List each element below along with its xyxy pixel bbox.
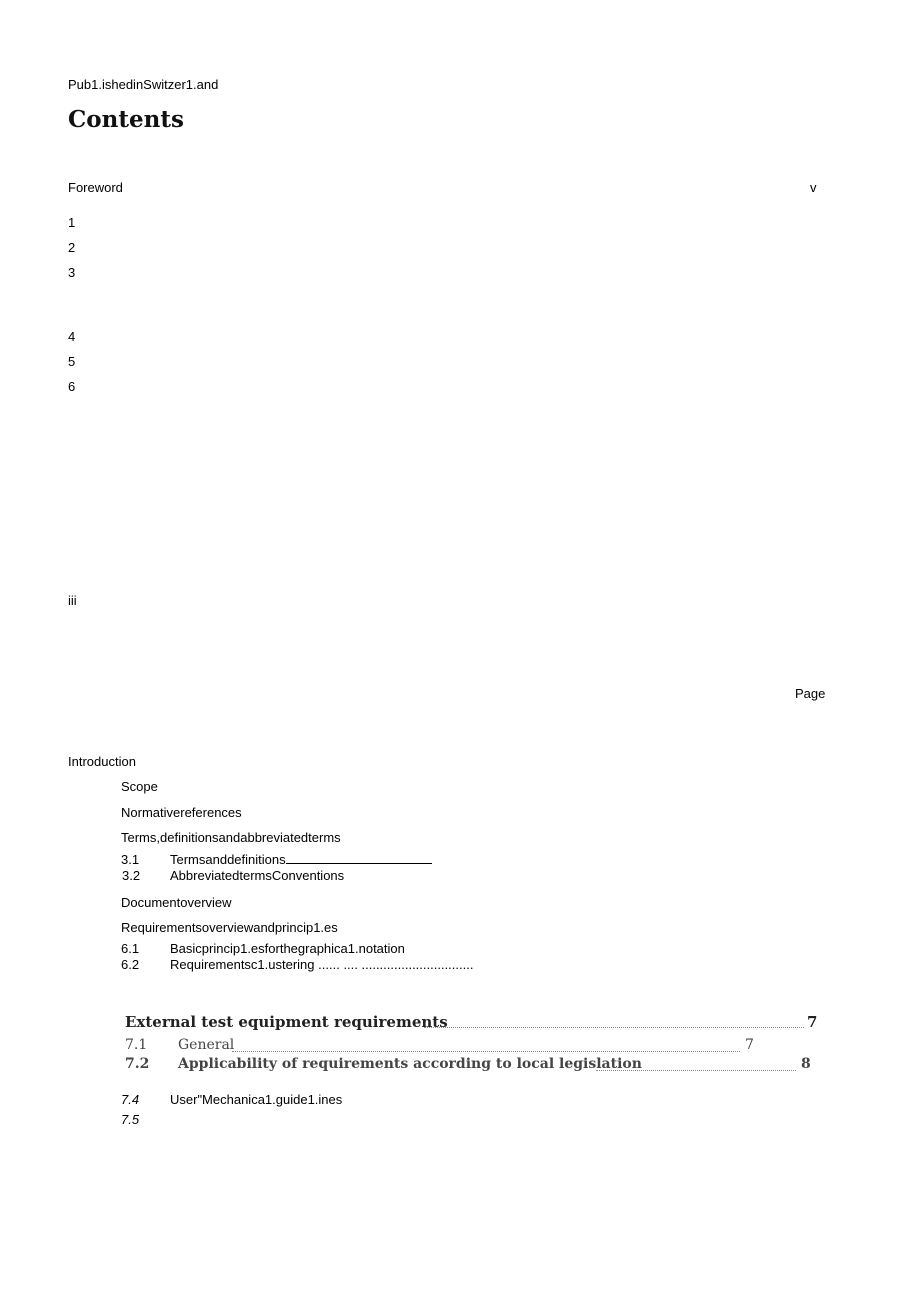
section-7-heading: External test equipment requirements (125, 1013, 448, 1031)
toc-3-2-number: 3.2 (122, 868, 141, 883)
toc-7-2-number: 7.2 (125, 1056, 150, 1072)
published-line: Pub1.ishedinSwitzer1.and (68, 77, 219, 92)
toc-3-1-label: Termsanddefinitions (170, 852, 286, 867)
toc-6-2-entry (170, 957, 473, 972)
section-number-5: 5 (68, 354, 76, 369)
section-number-3: 3 (68, 265, 76, 280)
section-number-4: 4 (68, 329, 76, 344)
section-number-1: 1 (68, 215, 76, 230)
toc-3-1-number: 3.1 (121, 852, 140, 867)
toc-6-1-label: Basicprincip1.esforthegraphica1.notation (170, 941, 405, 956)
toc-7-2-label: Applicability of requirements according to local legislation (178, 1056, 642, 1072)
section-number-2: 2 (68, 240, 76, 255)
toc-3-2-label: AbbreviatedtermsConventions (170, 868, 345, 883)
toc-terms: Terms,definitionsandabbreviatedterms (121, 830, 341, 845)
foreword-page: v (810, 180, 817, 195)
toc-6-2-label: Requirementsc1.ustering (170, 957, 315, 972)
section-number-6: 6 (68, 379, 76, 394)
toc-document-overview: Documentoverview (121, 895, 232, 910)
toc-7-5-number: 7.5 (121, 1112, 140, 1127)
toc-6-2-leader: ...... .... ............................... (318, 957, 474, 972)
toc-6-1-number: 6.1 (121, 941, 140, 956)
toc-scope: Scope (121, 779, 158, 794)
toc-7-1-number: 7.1 (125, 1037, 148, 1053)
foreword-label: Foreword (68, 180, 123, 195)
section-7-heading-leader (424, 1027, 804, 1028)
page-title: Contents (68, 106, 184, 133)
underline-leader (286, 852, 432, 864)
toc-7-1-page: 7 (745, 1037, 754, 1053)
toc-7-1-label: General (178, 1037, 235, 1053)
section-7-heading-page: 7 (807, 1013, 818, 1031)
toc-7-2-page: 8 (801, 1056, 811, 1072)
toc-7-4-label: User"Mechanica1.guide1.ines (170, 1092, 343, 1107)
toc-6-2-number: 6.2 (121, 957, 140, 972)
toc-introduction: Introduction (68, 754, 136, 769)
toc-7-1-leader (232, 1051, 740, 1052)
roman-page-number: iii (68, 593, 77, 608)
toc-normative-references: Normativereferences (121, 805, 242, 820)
toc-requirements-overview: Requirementsoverviewandprincip1.es (121, 920, 338, 935)
toc-7-4-number: 7.4 (121, 1092, 140, 1107)
page-column-label: Page (795, 686, 826, 701)
toc-7-2-leader (596, 1070, 796, 1071)
toc-3-1-entry (170, 852, 432, 867)
